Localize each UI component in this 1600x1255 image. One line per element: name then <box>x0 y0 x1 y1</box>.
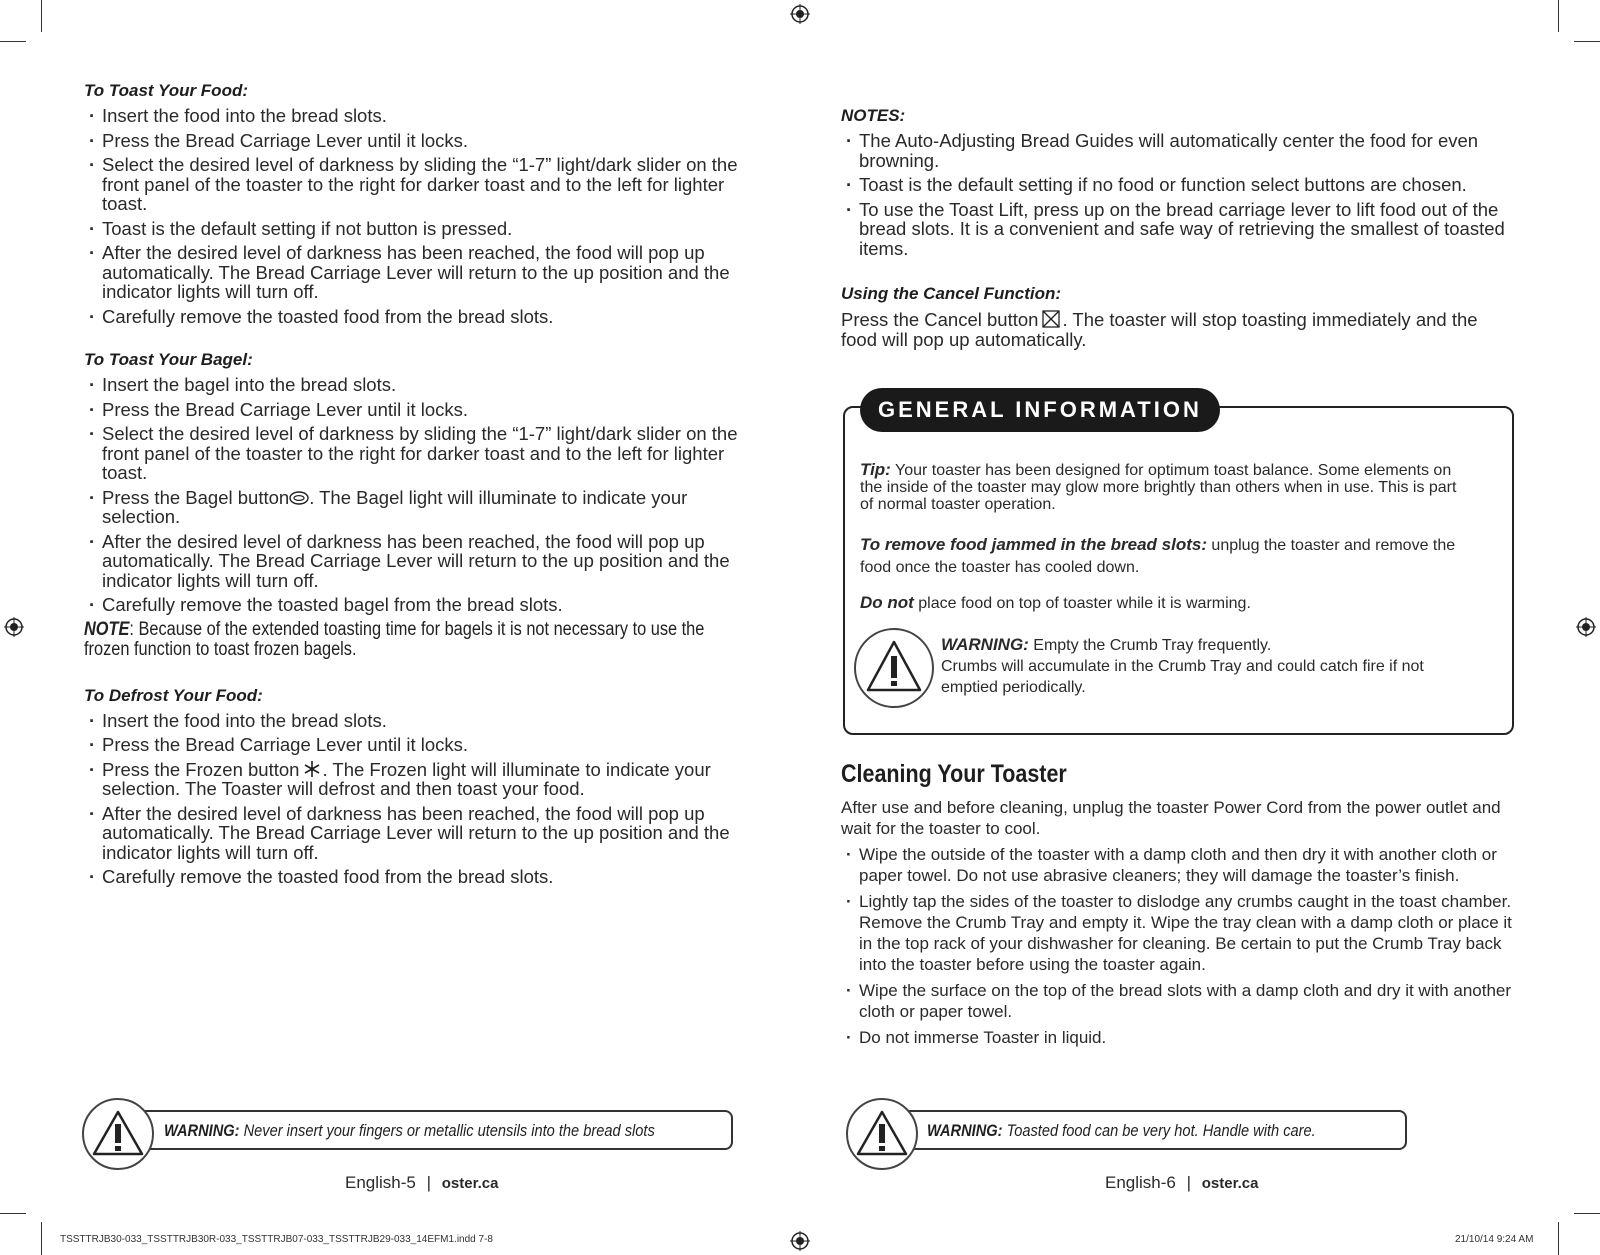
cleaning-intro: After use and before cleaning, unplug the toaster Power Cord from the power outlet and wait for the toaster to cool. <box>841 798 1501 838</box>
list-item: · Lightly tap the sides of the toaster to dislodge any crumbs caught in the toast chamber. Remove the Crumb Tray and empty it. Wipe the tray clean with a damp cloth or place it in the top rack of your dishwasher for cleaning. Be certain to put the Crumb Tray back into the toaster before using the toaster again. <box>841 891 1516 975</box>
list-item: · Insert the food into the bread slots. <box>84 106 756 126</box>
list-item: · Press the Bread Carriage Lever until it locks. <box>84 400 756 420</box>
registration-mark-icon <box>790 1231 810 1251</box>
warning-message: Never insert your fingers or metallic utensils into the bread slots <box>243 1121 655 1140</box>
snowflake-icon <box>302 760 322 778</box>
general-jam <box>860 534 1490 579</box>
left-warning-circle <box>82 1098 154 1170</box>
footer-divider: | <box>1186 1173 1192 1192</box>
tip-text: Your toaster has been designed for optimum toast balance. Some elements on the inside of the toaster may glow more brightly than others when in use. This is part of normal toaster operation. <box>860 462 1457 513</box>
crop-mark <box>1574 41 1600 42</box>
cleaning-list <box>841 844 1516 1048</box>
frozen-item-text-after: . The Frozen light will illuminate to indicate your selection. The Toaster will defrost and then toast your food. <box>102 758 711 799</box>
jam-text: unplug the toaster and remove the food once the toaster has cooled down. <box>860 537 1456 576</box>
footer-site: oster.ca <box>441 1175 499 1192</box>
warning-triangle-icon <box>848 1100 916 1168</box>
warning-triangle-icon <box>84 1100 152 1168</box>
donot-text: place food on top of toaster while it is warming. <box>913 595 1251 612</box>
cleaning-section <box>841 760 1516 1053</box>
defrost-list <box>84 711 756 887</box>
cancel-heading: Using the Cancel Function: <box>841 284 1062 303</box>
warning-message: Toasted food can be very hot. Handle with care. <box>1006 1121 1316 1140</box>
list-item: · Insert the food into the bread slots. <box>84 711 756 731</box>
donot-label: Do not <box>860 593 914 612</box>
warning-label: WARNING: <box>164 1121 240 1140</box>
page-number: English-5 <box>345 1173 416 1192</box>
left-footer <box>345 1173 498 1193</box>
general-information-title: GENERAL INFORMATION <box>860 388 1220 432</box>
jam-label: To remove food jammed in the bread slots: <box>860 535 1207 554</box>
list-item: · After the desired level of darkness has been reached, the food will pop up automatically. The Bread Carriage Lever will return to the up position and the indicator lights will turn off. <box>84 532 756 591</box>
page-number: English-6 <box>1105 1173 1176 1192</box>
left-warning-text <box>164 1121 655 1141</box>
list-item <box>84 488 756 527</box>
list-item: · After the desired level of darkness has been reached, the food will pop up automatically. The Bread Carriage Lever will return to the up position and the indicator lights will turn off. <box>84 804 756 863</box>
general-donot <box>860 594 1490 612</box>
toast-food-list <box>84 106 756 326</box>
list-item: · Select the desired level of darkness by sliding the “1-7” light/dark slider on the front panel of the toaster to the right for darker toast and to the left for lighter toast. <box>84 424 756 483</box>
notes-heading: NOTES: <box>841 106 906 125</box>
cancel-paragraph <box>841 309 1513 349</box>
crumb-warning-line2: Crumbs will accumulate in the Crumb Tray and could catch fire if not emptied periodically. <box>941 658 1424 696</box>
slug-file-name: TSSTTRJB30-033_TSSTTRJB30R-033_TSSTTRJB07-033_TSSTTRJB29-033_14EFM1.indd 7-8 <box>60 1234 493 1245</box>
bagel-icon <box>289 491 309 505</box>
right-page-column <box>841 106 1513 349</box>
list-item: · Press the Bread Carriage Lever until it locks. <box>84 735 756 755</box>
crop-mark <box>1558 1222 1559 1255</box>
note-label: NOTE <box>84 618 130 640</box>
crop-mark <box>41 0 42 32</box>
crop-mark <box>41 1222 42 1255</box>
cancel-text: Press the Cancel button <box>841 309 1039 330</box>
frozen-item-text: Press the Frozen button <box>102 758 300 780</box>
right-warning-text <box>927 1121 1316 1141</box>
footer-site: oster.ca <box>1201 1175 1259 1192</box>
list-item: · Press the Bread Carriage Lever until it locks. <box>84 131 756 151</box>
list-item: · Toast is the default setting if no food or function select buttons are chosen. <box>841 175 1513 195</box>
list-item: · To use the Toast Lift, press up on the bread carriage lever to lift food out of the bread slots. It is a convenient and safe way of retrieving the smallest of toasted items. <box>841 200 1513 259</box>
general-tip <box>860 461 1470 513</box>
toast-bagel-heading: To Toast Your Bagel: <box>84 350 253 369</box>
bagel-note <box>84 620 738 660</box>
right-footer <box>1105 1173 1258 1193</box>
slug-date: 21/10/14 9:24 AM <box>1455 1234 1534 1245</box>
crumb-warning-label: WARNING: <box>941 635 1029 654</box>
note-text: : Because of the extended toasting time for bagels it is not necessary to use the frozen function to toast frozen bagels. <box>84 618 705 660</box>
list-item: · After the desired level of darkness has been reached, the food will pop up automatically. The Bread Carriage Lever will return to the up position and the indicator lights will turn off. <box>84 243 756 302</box>
list-item: · Select the desired level of darkness by sliding the “1-7” light/dark slider on the front panel of the toaster to the right for darker toast and to the left for lighter toast. <box>84 155 756 214</box>
crop-mark <box>0 1213 26 1214</box>
list-item: · Carefully remove the toasted food from the bread slots. <box>84 867 756 887</box>
registration-mark-icon <box>790 4 810 24</box>
list-item: · Do not immerse Toaster in liquid. <box>841 1027 1516 1048</box>
registration-mark-icon <box>4 617 24 637</box>
crumb-warning-line1: Empty the Crumb Tray frequently. <box>1028 637 1272 654</box>
list-item: · Wipe the surface on the top of the bread slots with a damp cloth and dry it with another cloth or paper towel. <box>841 980 1516 1022</box>
registration-mark-icon <box>1576 617 1596 637</box>
tip-label: Tip: <box>860 460 891 479</box>
list-item: · Wipe the outside of the toaster with a damp cloth and then dry it with another cloth or paper towel. Do not use abrasive cleaners; they will damage the toaster’s finish. <box>841 844 1516 886</box>
notes-list <box>841 131 1513 258</box>
crumb-warning <box>941 634 1461 698</box>
left-page-column <box>84 81 756 892</box>
list-item: · Insert the bagel into the bread slots. <box>84 375 756 395</box>
list-item: · Carefully remove the toasted bagel from the bread slots. <box>84 595 756 615</box>
crop-mark <box>0 41 26 42</box>
warning-triangle-icon <box>856 630 932 706</box>
crumb-warning-circle <box>854 628 934 708</box>
cancel-icon <box>1040 309 1062 329</box>
footer-divider: | <box>426 1173 432 1192</box>
bagel-item-text-after: . The Bagel light will illuminate to indicate your selection. <box>102 486 688 527</box>
list-item: · The Auto-Adjusting Bread Guides will automatically center the food for even browning. <box>841 131 1513 170</box>
defrost-heading: To Defrost Your Food: <box>84 685 263 705</box>
cancel-text-after: . The toaster will stop toasting immediately and the food will pop up automatically. <box>841 309 1478 350</box>
list-item: · Carefully remove the toasted food from the bread slots. <box>84 307 756 327</box>
warning-label: WARNING: <box>927 1121 1003 1140</box>
toast-food-heading: To Toast Your Food: <box>84 81 248 100</box>
toast-bagel-list <box>84 375 756 615</box>
list-item <box>84 760 756 799</box>
right-warning-circle <box>846 1098 918 1170</box>
bagel-item-text: Press the Bagel button <box>102 486 290 508</box>
crop-mark <box>1574 1213 1600 1214</box>
cleaning-heading: Cleaning Your Toaster <box>841 760 1067 788</box>
crop-mark <box>1558 0 1559 32</box>
list-item: · Toast is the default setting if not button is pressed. <box>84 219 756 239</box>
